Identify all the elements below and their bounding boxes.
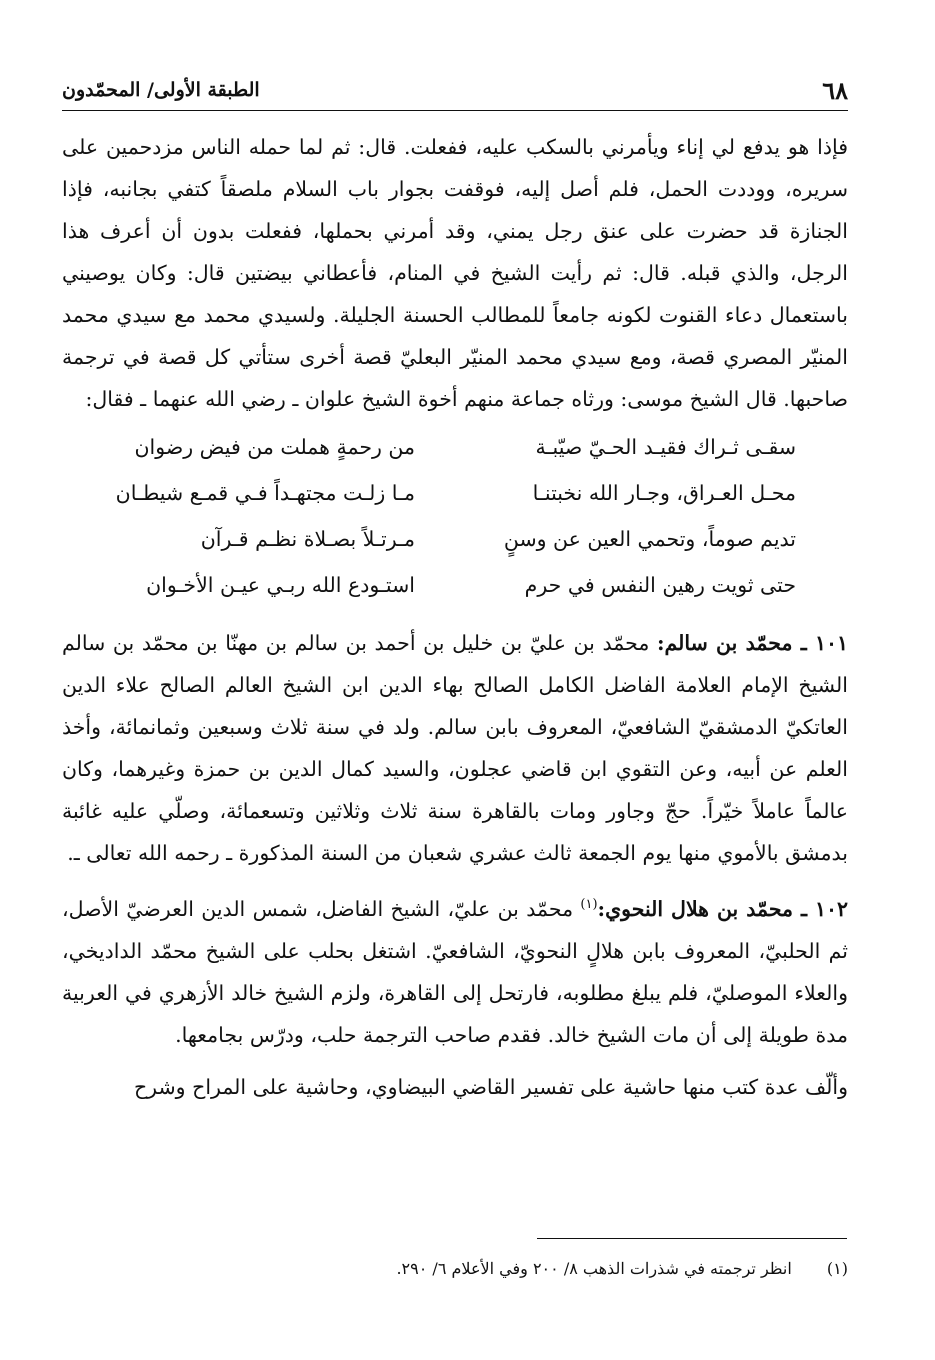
verse-second-hemistich: من رحمةٍ هملت من فيض رضوان: [134, 435, 415, 459]
paragraph-continuation: فإذا هو يدفع لي إناء ويأمرني بالسكب عليه، ففعلت. قال: ثم لما حمله الناس مزدحمين على سريره، ووددت الحمل، فلم أصل إليه، فوقفت بجوار باب السلام ملصقاً كتفي بجانبه، فإذا الجنازة قد حضرت على عنق رجل يمني، وقد أمرني بحملها، ففعلت بدون أن أعرف هذا الرجل، والذي قبله. قال: ثم رأيت الشيخ في المنام، فأعطاني بيضتين قال: وكان يوصيني باستعمال دعاء القنوت لكونه جامعاً للمطالب الحسنة الجليلة. ولسيدي محمد مع سيدي محمد المنيّر المصري قصة، ومع سيدي محمد المنيّر البعليّ قصة أخرى ستأتي كل قصة في ترجمة صاحبها. قال الشيخ موسى: ورثاه جماعة منهم أخوة الشيخ علوان ـ رضي الله عنهما ـ فقال:: [62, 135, 848, 411]
footnote-text: انظر ترجمته في شذرات الذهب ٨/ ٢٠٠ وفي الأعلام ٦/ ٢٩٠.: [396, 1259, 792, 1278]
poem-verse: [62, 562, 848, 608]
running-title: الطبقة الأولى/ المحمّدون: [62, 79, 260, 101]
verse-second-hemistich: مـرتـلاً بصـلاة نظـم قـرآن: [200, 527, 415, 551]
footnote-divider: [537, 1238, 847, 1239]
poem-verse: [62, 424, 848, 470]
poem-verse: [62, 516, 848, 562]
entry-101: [62, 622, 848, 874]
verse-first-hemistich: سقـى ثـراك فقيـد الحـيّ صيّبـة: [535, 435, 796, 459]
verse-first-hemistich: حتى ثويت رهين النفس في حرم: [524, 573, 796, 597]
verse-second-hemistich: مـا زلـت مجتهـداً فـي قمـع شيطـان: [115, 481, 415, 505]
entry-101-text: محمّد بن عليّ بن خليل بن أحمد بن سالم بن مهنّا بن محمّد بن سالم الشيخ الإمام العلامة الفاضل الكامل الصالح بهاء الدين ابن الشيخ العالم الصالح علاء الدين العاتكيّ الدمشقيّ الشافعيّ، المعروف بابن سالم. ولد في سنة ثلاث وسبعين وثمانمائة، وأخذ العلم عن أبيه، وعن التقوي ابن قاضي عجلون، والسيد كمال الدين بن حمزة وغيرهما، وكان عالماً عاملاً خيّراً. حجّ وجاور ومات بالقاهرة سنة ثلاث وثلاثين وتسعمائة، وصلّي عليه غائبة بدمشق بالأموي منها يوم الجمعة ثالث عشري شعبان من السنة المذكورة ـ رحمه الله تعالى ـ.: [62, 631, 848, 865]
poem-verse: [62, 470, 848, 516]
entry-102-text: محمّد بن عليّ، الشيخ الفاضل، شمس الدين العرضيّ الأصل، ثم الحلبيّ، المعروف بابن هلالٍ النحويّ، الشافعيّ. اشتغل بحلب على الشيخ محمّد الداديخي، والعلاء الموصليّ، فلم يبلغ مطلوبه، فارتحل إلى القاهرة، ولزم الشيخ خالد الأزهري في العربية مدة طويلة إلى أن مات الشيخ خالد. فقدم صاحب الترجمة حلب، ودرّس بجامعها.: [62, 896, 848, 1047]
entry-102: [62, 884, 848, 1056]
poem: [62, 424, 848, 608]
entry-101-heading: ١٠١ ـ محمّد بن سالم:: [656, 631, 848, 655]
body-text: [62, 126, 848, 1108]
verse-second-hemistich: استـودع الله ربـي عيـن الأخـوان: [146, 573, 415, 597]
entry-102-heading: ١٠٢ ـ محمّد بن هلال النحوي:: [597, 896, 849, 921]
verse-first-hemistich: تديم صوماً، وتحمي العين عن وسنٍ: [503, 527, 796, 551]
page-number: ٦٨: [822, 75, 848, 105]
footnote-marker: (١): [826, 1259, 848, 1278]
paragraph-last: وألّف عدة كتب منها حاشية على تفسير القاضي البيضاوي، وحاشية على المراح وشرح: [133, 1074, 848, 1099]
footnote: [62, 1256, 848, 1282]
footnote-reference: (١): [580, 897, 598, 912]
verse-first-hemistich: محـل العـراق، وجـار الله نخبتنـا: [532, 481, 796, 505]
page-header: [62, 70, 848, 111]
